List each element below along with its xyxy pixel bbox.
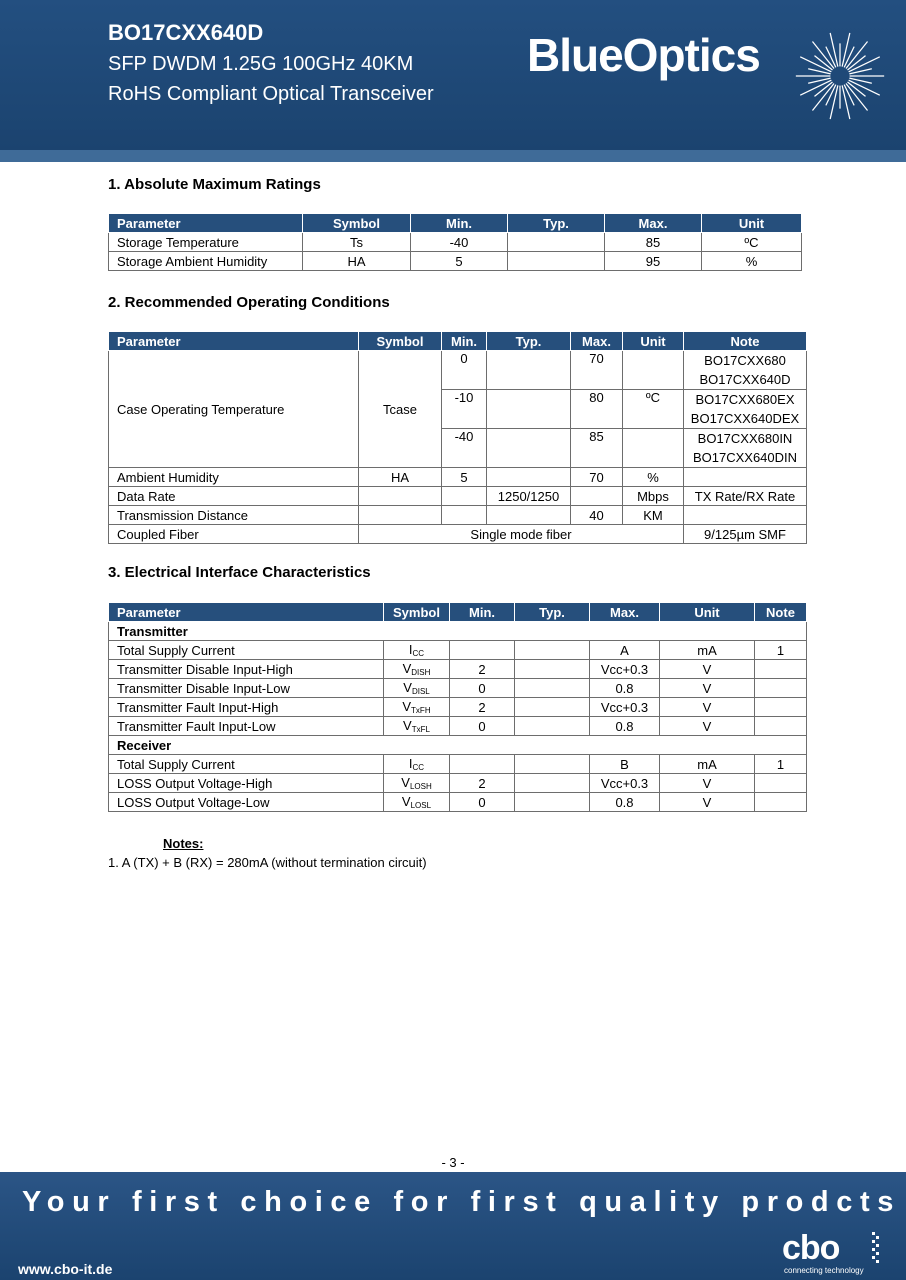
cell-note <box>684 390 807 429</box>
cell-unit: mA <box>660 641 755 660</box>
col-header: Min. <box>450 603 515 622</box>
cell-unit: KM <box>623 506 684 525</box>
cell-typ <box>515 717 590 736</box>
cell-symbol <box>359 506 442 525</box>
note-line: BO17CXX640D <box>699 372 791 387</box>
cell-note <box>684 468 807 487</box>
absolute-max-ratings-table <box>108 213 802 271</box>
cell-note <box>755 793 807 812</box>
cell-unit: V <box>660 660 755 679</box>
note-line: BO17CXX640DIN <box>692 450 798 465</box>
table-row <box>109 487 807 506</box>
electrical-characteristics-table <box>108 602 807 812</box>
cell-max: 0.8 <box>590 793 660 812</box>
symbol-main: I <box>408 642 413 657</box>
cell-typ <box>508 252 605 271</box>
cell-symbol <box>384 755 450 774</box>
product-description: SFP DWDM 1.25G 100GHz 40KM <box>108 53 414 75</box>
col-header: Symbol <box>359 332 442 351</box>
col-header: Unit <box>660 603 755 622</box>
cbo-tagline: connecting technology <box>784 1266 864 1275</box>
table-row <box>109 679 807 698</box>
cell-typ: 1250/1250 <box>487 487 571 506</box>
cell-unit: V <box>660 717 755 736</box>
table-row <box>109 793 807 812</box>
cell-note <box>755 679 807 698</box>
section-title-electrical: 3. Electrical Interface Characteristics <box>108 564 371 581</box>
symbol-subscript: LOSL <box>410 801 432 810</box>
cell-note <box>755 698 807 717</box>
col-header: Max. <box>571 332 623 351</box>
cell-parameter: Transmitter Disable Input-High <box>109 660 384 679</box>
col-header: Parameter <box>109 214 303 233</box>
cell-max <box>571 487 623 506</box>
col-header: Unit <box>623 332 684 351</box>
note-line: BO17CXX680EX <box>695 392 795 407</box>
cell-min <box>442 487 487 506</box>
cell-max: A <box>590 641 660 660</box>
cell-parameter: LOSS Output Voltage-Low <box>109 793 384 812</box>
symbol-main: V <box>401 775 410 790</box>
table-row <box>109 525 807 544</box>
symbol-main: I <box>408 756 413 771</box>
cell-typ <box>515 793 590 812</box>
cell-parameter: Case Operating Temperature <box>109 351 359 468</box>
symbol-subscript: CC <box>412 763 425 772</box>
cell-symbol <box>384 793 450 812</box>
cell-min: 0 <box>442 351 487 390</box>
cell-parameter: Transmission Distance <box>109 506 359 525</box>
product-compliance: RoHS Compliant Optical Transceiver <box>108 83 434 105</box>
col-header: Max. <box>590 603 660 622</box>
cell-typ <box>487 429 571 468</box>
symbol-subscript: TxFL <box>411 725 430 734</box>
col-header: Symbol <box>384 603 450 622</box>
col-header: Unit <box>702 214 802 233</box>
footer-slogan: Your first choice for first quality prodcts <box>22 1186 901 1218</box>
table-row <box>109 506 807 525</box>
cell-note <box>755 660 807 679</box>
section-title-absolute-max: 1. Absolute Maximum Ratings <box>108 176 321 193</box>
cell-note <box>755 717 807 736</box>
cell-min: 2 <box>450 660 515 679</box>
cell-typ <box>515 774 590 793</box>
cell-max: Vcc+0.3 <box>590 774 660 793</box>
cell-min <box>442 506 487 525</box>
cell-unit: V <box>660 774 755 793</box>
cell-min: -40 <box>411 233 508 252</box>
cell-max: 70 <box>571 468 623 487</box>
starburst-logo-icon <box>792 28 888 124</box>
cell-note <box>755 774 807 793</box>
cell-typ <box>487 390 571 429</box>
symbol-main: V <box>401 794 411 809</box>
cell-symbol: Ts <box>303 233 411 252</box>
cell-symbol <box>384 679 450 698</box>
table-row <box>109 698 807 717</box>
cell-unit: V <box>660 679 755 698</box>
cell-min: 2 <box>450 774 515 793</box>
header-band <box>0 150 906 162</box>
col-header: Parameter <box>109 603 384 622</box>
cell-symbol: Tcase <box>359 351 442 468</box>
table-header-row <box>109 214 802 233</box>
cell-parameter: Transmitter Fault Input-High <box>109 698 384 717</box>
cell-typ <box>515 641 590 660</box>
brand-logo-text: BlueOptics <box>527 29 760 81</box>
table-row <box>109 233 802 252</box>
cell-unit: ºC <box>623 390 684 429</box>
cbo-logo-text: cbo <box>782 1229 840 1267</box>
col-header: Note <box>684 332 807 351</box>
col-header: Parameter <box>109 332 359 351</box>
cell-note: 9/125µm SMF <box>684 525 807 544</box>
cell-min: -10 <box>442 390 487 429</box>
cell-symbol <box>384 717 450 736</box>
symbol-main: V <box>403 718 412 733</box>
symbol-main: V <box>403 680 412 695</box>
cell-note: 1 <box>755 641 807 660</box>
cell-min: 0 <box>450 679 515 698</box>
cell-min: 0 <box>450 793 515 812</box>
cell-min: 5 <box>442 468 487 487</box>
cell-max: Vcc+0.3 <box>590 698 660 717</box>
table-row <box>109 774 807 793</box>
cell-parameter: Data Rate <box>109 487 359 506</box>
product-model: BO17CXX640D <box>108 20 264 45</box>
cell-unit: % <box>702 252 802 271</box>
subsection-row <box>109 622 807 641</box>
table-header-row <box>109 332 807 351</box>
cell-typ <box>508 233 605 252</box>
table-row <box>109 468 807 487</box>
subsection-row <box>109 736 807 755</box>
starburst-ray <box>842 33 850 67</box>
cell-symbol <box>384 774 450 793</box>
cell-max: 0.8 <box>590 679 660 698</box>
note-item: 1. A (TX) + B (RX) = 280mA (without termination circuit) <box>108 855 427 870</box>
cell-fiber-type: Single mode fiber <box>359 525 684 544</box>
footer-url: www.cbo-it.de <box>18 1261 113 1277</box>
cell-unit <box>623 351 684 390</box>
cell-parameter: Storage Temperature <box>109 233 303 252</box>
cell-symbol <box>359 487 442 506</box>
symbol-subscript: TxFH <box>411 706 431 715</box>
note-line: BO17CXX680 <box>704 353 786 368</box>
cell-typ <box>515 755 590 774</box>
cell-symbol: HA <box>303 252 411 271</box>
cell-note <box>684 506 807 525</box>
cell-parameter: LOSS Output Voltage-High <box>109 774 384 793</box>
symbol-subscript: LOSH <box>409 782 432 791</box>
cell-symbol <box>384 698 450 717</box>
table-header-row <box>109 603 807 622</box>
cell-typ <box>487 506 571 525</box>
section-title-operating-conditions: 2. Recommended Operating Conditions <box>108 294 390 311</box>
cell-typ <box>487 351 571 390</box>
page-number: - 3 - <box>441 1155 465 1170</box>
col-header: Note <box>755 603 807 622</box>
cell-min: 2 <box>450 698 515 717</box>
cell-typ <box>487 468 571 487</box>
cell-max: 85 <box>571 429 623 468</box>
symbol-subscript: DISH <box>411 668 431 677</box>
cell-unit: % <box>623 468 684 487</box>
col-header: Symbol <box>303 214 411 233</box>
cell-unit: Mbps <box>623 487 684 506</box>
starburst-ray <box>830 33 838 67</box>
note-line: BO17CXX680IN <box>697 431 793 446</box>
cell-unit: V <box>660 698 755 717</box>
table-row <box>109 660 807 679</box>
cell-unit: mA <box>660 755 755 774</box>
cell-parameter: Transmitter Fault Input-Low <box>109 717 384 736</box>
notes-heading: Notes: <box>163 836 204 851</box>
col-header: Typ. <box>487 332 571 351</box>
col-header: Min. <box>411 214 508 233</box>
cell-typ <box>515 698 590 717</box>
cell-min <box>450 641 515 660</box>
col-header: Max. <box>605 214 702 233</box>
cell-parameter: Ambient Humidity <box>109 468 359 487</box>
cell-max: 40 <box>571 506 623 525</box>
cell-max: 85 <box>605 233 702 252</box>
cell-parameter: Storage Ambient Humidity <box>109 252 303 271</box>
cell-max: 70 <box>571 351 623 390</box>
cell-parameter: Total Supply Current <box>109 641 384 660</box>
cbo-logo <box>782 1230 882 1276</box>
cell-min <box>450 755 515 774</box>
cell-max: B <box>590 755 660 774</box>
cell-parameter: Transmitter Disable Input-Low <box>109 679 384 698</box>
symbol-subscript: DISL <box>411 687 430 696</box>
cell-symbol <box>384 641 450 660</box>
cell-note: TX Rate/RX Rate <box>684 487 807 506</box>
cell-parameter: Coupled Fiber <box>109 525 359 544</box>
cell-symbol: HA <box>359 468 442 487</box>
cell-unit: ºC <box>702 233 802 252</box>
table-row <box>109 641 807 660</box>
cell-min: -40 <box>442 429 487 468</box>
table-row <box>109 717 807 736</box>
cell-max: 0.8 <box>590 717 660 736</box>
symbol-main: V <box>402 699 412 714</box>
starburst-ray <box>842 85 850 119</box>
symbol-subscript: CC <box>412 649 425 658</box>
col-header: Min. <box>442 332 487 351</box>
col-header: Typ. <box>508 214 605 233</box>
cell-max: 80 <box>571 390 623 429</box>
cell-max: 95 <box>605 252 702 271</box>
cell-typ <box>515 660 590 679</box>
table-row <box>109 755 807 774</box>
subsection-receiver: Receiver <box>109 736 807 755</box>
subsection-transmitter: Transmitter <box>109 622 807 641</box>
cell-note <box>684 429 807 468</box>
cell-max: Vcc+0.3 <box>590 660 660 679</box>
col-header: Typ. <box>515 603 590 622</box>
cell-unit: V <box>660 793 755 812</box>
cell-note <box>684 351 807 390</box>
cell-parameter: Total Supply Current <box>109 755 384 774</box>
cell-min: 0 <box>450 717 515 736</box>
cell-note: 1 <box>755 755 807 774</box>
table-row <box>109 252 802 271</box>
note-line: BO17CXX640DEX <box>690 411 800 426</box>
starburst-ray <box>830 85 838 119</box>
cbo-dots-icon <box>872 1232 880 1266</box>
table-row <box>109 351 807 390</box>
symbol-main: V <box>402 661 412 676</box>
cell-typ <box>515 679 590 698</box>
cell-unit <box>623 429 684 468</box>
operating-conditions-table <box>108 331 807 544</box>
cell-symbol <box>384 660 450 679</box>
cell-min: 5 <box>411 252 508 271</box>
